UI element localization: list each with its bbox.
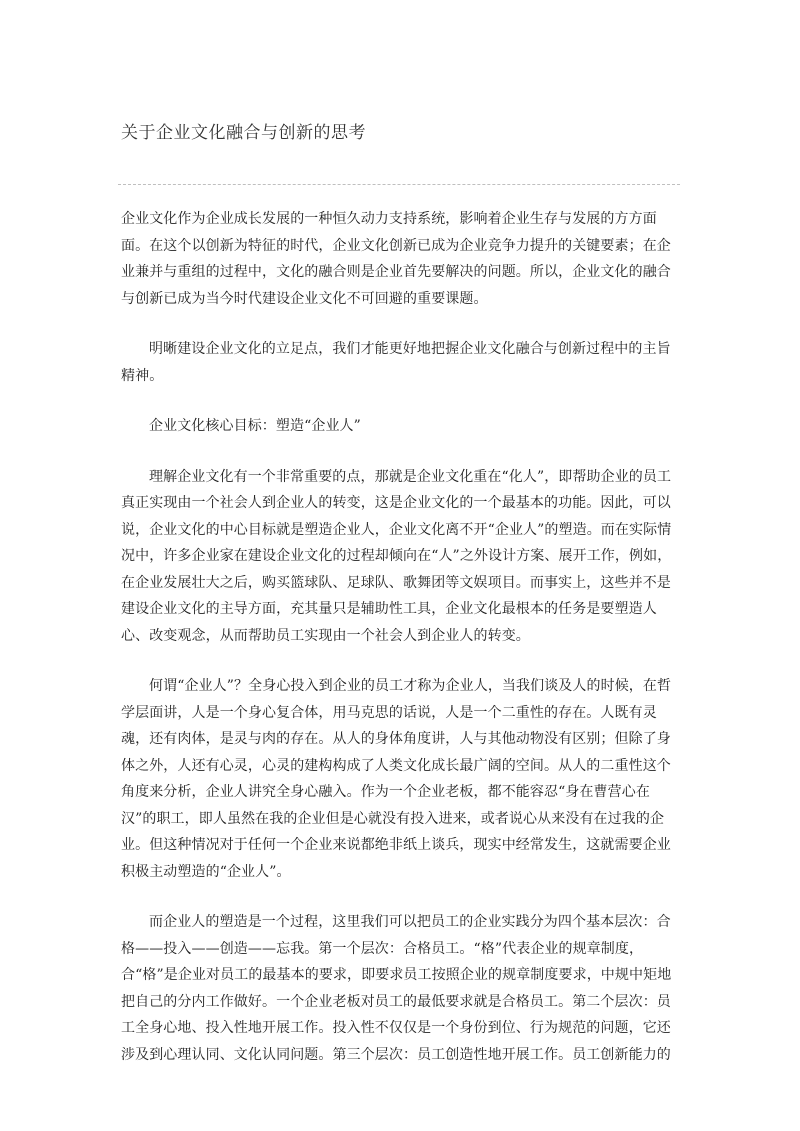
paragraph-understanding: 理解企业文化有一个非常重要的点，那就是企业文化重在“化人”，即帮助企业的员工真正实现由一个社会人到企业人的转变，这是企业文化的一个最基本的功能。因此，可以说，企业文化的中心目标就是塑造企业人，企业文化离不开“企业人”的塑造。而在实际情况中，许多企业家在建设企业文化的过程却倾向在“人”之外设计方案、展开工作，例如，在企业发展壮大之后，购买篮球队、足球队、歌舞团等文娱项目。而事实上，这些并不是建设企业文化的主导方面，充其量只是辅助性工具，企业文化最根本的任务是要塑造人心、改变观念，从而帮助员工实现由一个社会人到企业人的转变。	[121, 468, 672, 644]
document-body	[121, 206, 681, 1092]
paragraph-shaping-process: 而企业人的塑造是一个过程，这里我们可以把员工的企业实践分为四个基本层次：合格——投入——创造——忘我。第一个层次：合格员工。“格”代表企业的规章制度，合“格”是企业对员工的最基本的要求，即要求员工按照企业的规章制度要求，中规中矩地把自己的分内工作做好。一个企业老板对员工的最低要求就是合格员工。第二个层次：员工全身心地、投入性地开展工作。投入性不仅仅是一个身份到位、行为规范的问题，它还涉及到心理认同、文化认同问题。第三个层次：员工创造性地开展工作。员工创新能力的	[121, 914, 672, 1063]
paragraph-foundation: 明晰建设企业文化的立足点，我们才能更好地把握企业文化融合与创新过程中的主旨精神。	[121, 341, 671, 384]
paragraph-what-is-enterprise-person: 何谓“企业人”？全身心投入到企业的员工才称为企业人，当我们谈及人的时候，在哲学层面讲，人是一个身心复合体，用马克思的话说，人是一个二重性的存在。人既有灵魂，还有肉体，是灵与肉的存在。从人的身体角度讲，人与其他动物没有区别；但除了身体之外，人还有心灵，心灵的建构构成了人类文化成长最广阔的空间。从人的二重性这个角度来分析，企业人讲究全身心融入。作为一个企业老板，都不能容忍“身在曹营心在汉”的职工，即人虽然在我的企业但是心就没有投入进来，或者说心从来没有在过我的企业。但这种情况对于任何一个企业来说都绝非纸上谈兵，现实中经常发生，这就需要企业积极主动塑造的“企业人”。	[121, 678, 672, 880]
section-heading: 企业文化核心目标：塑造“企业人”	[149, 418, 361, 434]
paragraph-intro: 企业文化作为企业成长发展的一种恒久动力支持系统，影响着企业生存与发展的方方面面。在这个以创新为特征的时代，企业文化创新已成为企业竞争力提升的关键要素；在企业兼并与重组的过程中，文化的融合则是企业首先要解决的问题。所以，企业文化的融合与创新已成为当今时代建设企业文化不可回避的重要课题。	[121, 211, 671, 307]
title-divider	[118, 184, 680, 185]
document-title: 关于企业文化融合与创新的思考	[121, 123, 366, 143]
